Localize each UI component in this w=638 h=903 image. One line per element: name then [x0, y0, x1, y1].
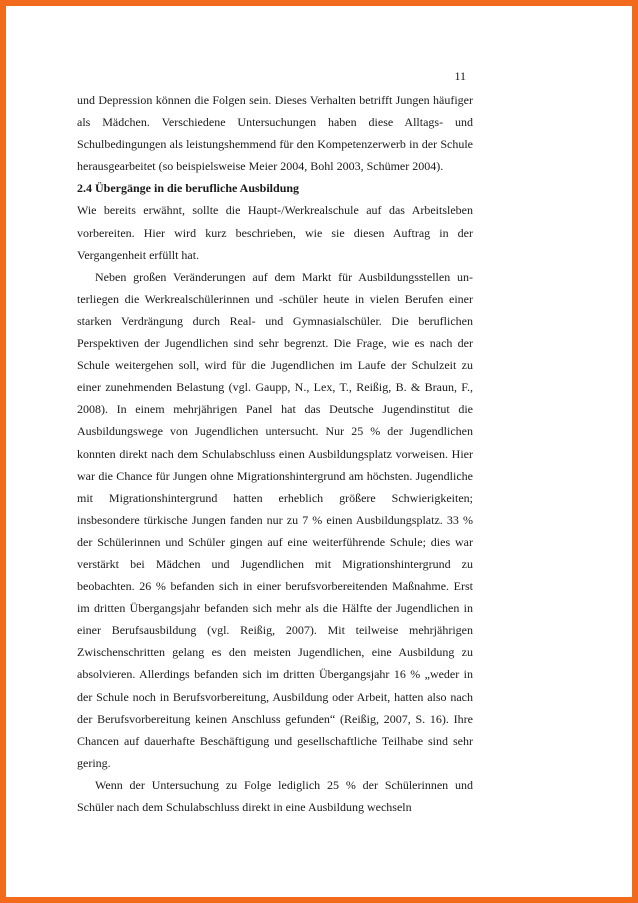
body-text [77, 89, 473, 818]
page-number: 11 [454, 69, 466, 83]
document-page [6, 6, 632, 897]
paragraph-main: Neben großen Veränderungen auf dem Markt für Ausbildungsstellen unterliegen die Werkrealschülerinnen und -schüler heute in vielen Berufen einer starken Verdrängung durch Real- und Gymnasialschüler. Die beruflichen Perspektiven der Jugendlichen sind sehr begrenzt. Die Frage, wie es nach der Schule weitergehen soll, wird für die Jugendlichen im Laufe der Schulzeit zu einer zunehmenden Belastung (vgl. Gaupp, N., Lex, T., Reißig, B. & Braun, F., 2008). In einem mehrjährigen Panel hat das Deutsche Jugendinstitut die Ausbildungswege von Jugendlichen untersucht. Nur 25 % der Jugendlichen konnten direkt nach dem Schulabschluss einen Ausbildungsplatz vorweisen. Hier war die Chance für Jungen ohne Migrationshintergrund am höchsten. Jugendliche mit Migrationshintergrund hatten erheblich größere Schwierigkeiten; insbesondere türkische Jungen fanden nur zu 7 % einen Ausbildungsplatz. 33 % der Schülerinnen und Schüler gingen auf eine weiterführende Schule; dies war verstärkt bei Mädchen und Jugendlichen mit Migrationshintergrund zu beobachten. 26 % befanden sich in einer berufsvorbereitenden Maßnahme. Erst im dritten Übergangsjahr befanden sich mehr als die Hälfte der Jugendlichen in einer Berufsausbildung (vgl. Reißig, 2007). Mit teilweise mehrjährigen Zwischenschritten gelang es den meisten Jugendlichen, eine Ausbildung zu absolvieren. Allerdings befanden sich im dritten Übergangsjahr 16 % „weder in der Schule noch in Berufsvorbereitung, Ausbildung oder Arbeit, hatten also nach der Berufsvorbereitung keinen Anschluss gefunden“ (Reißig, 2007, S. 16). Ihre Chancen auf dauerhafte Beschäftigung und gesellschaftliche Teilhabe sind sehr gering. [77, 269, 473, 770]
paragraph-intro: Wie bereits erwähnt, sollte die Haupt-/Werkrealschule auf das Arbeitsleben vorbereiten. Hier wird kurz beschrieben, wie sie diesen Auftrag in der Vergangenheit erfüllt hat. [77, 203, 473, 262]
paragraph-continuation: und Depression können die Folgen sein. Dieses Verhalten betrifft Jungen häufiger als Mädchen. Verschiedene Untersuchungen haben diese Alltags- und Schulbedingungen als leistungshemmend für den Kompetenzerwerb in der Schule herausgearbeitet (so beispielsweise Meier 2004, Bohl 2003, Schümer 2004). [77, 93, 473, 174]
section-heading: 2.4 Übergänge in die berufliche Ausbildung [77, 181, 300, 196]
paragraph-final: Wenn der Untersuchung zu Folge lediglich 25 % der Schülerinnen und Schüler nach dem Schulabschluss direkt in eine Ausbildung wechseln [77, 777, 473, 814]
